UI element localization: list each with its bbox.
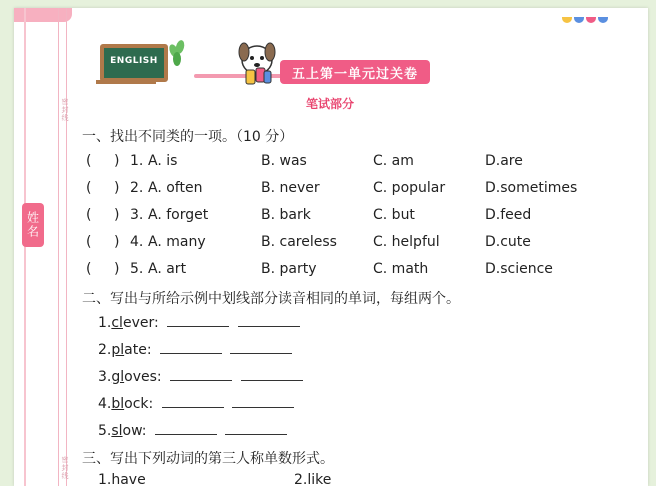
strip-line xyxy=(66,8,67,486)
question-number: 3. xyxy=(130,207,144,223)
section-heading: 一、找出不同类的一项。（10 分） xyxy=(82,129,294,145)
answer-blank[interactable] xyxy=(232,396,294,408)
question-number: 2. xyxy=(130,180,144,196)
option-b: B. party xyxy=(261,261,317,277)
answer-blank[interactable] xyxy=(225,423,287,435)
answer-blank[interactable] xyxy=(170,369,232,381)
seal-line-label: 密封线 xyxy=(61,456,69,480)
answer-bracket-close: ) xyxy=(114,234,120,250)
option-c: C. popular xyxy=(373,180,446,196)
option-a: A. art xyxy=(148,261,187,277)
chalkboard-icon xyxy=(100,44,168,82)
question-number: 5. xyxy=(130,261,144,277)
item-number: 2. xyxy=(98,342,112,358)
section-subtitle: 笔试部分 xyxy=(306,97,355,111)
answer-blank[interactable] xyxy=(160,342,222,354)
plant-icon xyxy=(170,40,184,66)
answer-bracket-close: ) xyxy=(114,153,120,169)
item-number: 5. xyxy=(98,423,112,439)
answer-blank[interactable] xyxy=(230,342,292,354)
corner-decoration-icon xyxy=(562,8,612,18)
page-header xyxy=(82,22,642,102)
strip-line xyxy=(24,8,26,486)
question-number: 1. xyxy=(130,153,144,169)
worksheet-title: 五上第一单元过关卷 xyxy=(280,60,430,84)
option-b: B. was xyxy=(261,153,307,169)
underlined-letters: gl xyxy=(111,369,125,385)
item-number: 1. xyxy=(98,315,112,331)
option-a: A. often xyxy=(148,180,203,196)
option-a: A. many xyxy=(148,234,206,250)
strip-line xyxy=(58,8,59,486)
phonics-item xyxy=(98,423,287,439)
item-word-rest: ow: xyxy=(122,423,147,439)
item-word-rest: ate: xyxy=(124,342,152,358)
verb-item: 1.have xyxy=(98,472,146,486)
option-d: D.cute xyxy=(485,234,531,250)
verb-item: 2.like xyxy=(294,472,332,486)
item-number: 4. xyxy=(98,396,112,412)
underlined-letters: cl xyxy=(111,315,123,331)
chalkboard-text: ENGLISH xyxy=(110,56,158,66)
binding-strip xyxy=(14,8,72,486)
option-c: C. helpful xyxy=(373,234,440,250)
worksheet-page xyxy=(14,8,648,486)
option-b: B. bark xyxy=(261,207,311,223)
phonics-item xyxy=(98,369,303,385)
underlined-letters: pl xyxy=(111,342,125,358)
phonics-item xyxy=(98,315,300,331)
option-a: A. forget xyxy=(148,207,209,223)
answer-bracket-open: ( xyxy=(86,180,92,196)
answer-bracket-close: ) xyxy=(114,180,120,196)
answer-bracket-open: ( xyxy=(86,153,92,169)
answer-bracket-open: ( xyxy=(86,234,92,250)
item-word-rest: oves: xyxy=(124,369,162,385)
dog-mascot-icon xyxy=(234,38,280,86)
underlined-letters: bl xyxy=(111,396,125,412)
option-b: B. careless xyxy=(261,234,337,250)
section-heading: 二、写出与所给示例中划线部分读音相同的单词，每组两个。 xyxy=(82,291,460,307)
question-number: 4. xyxy=(130,234,144,250)
option-d: D.are xyxy=(485,153,523,169)
phonics-item xyxy=(98,342,292,358)
answer-bracket-open: ( xyxy=(86,261,92,277)
option-c: C. math xyxy=(373,261,429,277)
answer-blank[interactable] xyxy=(241,369,303,381)
option-a: A. is xyxy=(148,153,178,169)
answer-blank[interactable] xyxy=(238,315,300,327)
option-c: C. but xyxy=(373,207,415,223)
item-number: 3. xyxy=(98,369,112,385)
option-c: C. am xyxy=(373,153,414,169)
phonics-item xyxy=(98,396,294,412)
answer-bracket-close: ) xyxy=(114,261,120,277)
item-word-rest: ock: xyxy=(124,396,154,412)
answer-blank[interactable] xyxy=(155,423,217,435)
option-d: D.science xyxy=(485,261,553,277)
underlined-letters: sl xyxy=(111,423,123,439)
answer-blank[interactable] xyxy=(162,396,224,408)
answer-bracket-open: ( xyxy=(86,207,92,223)
option-b: B. never xyxy=(261,180,320,196)
seal-line-label: 密封线 xyxy=(61,98,69,122)
books-icon xyxy=(96,80,156,84)
option-d: D.sometimes xyxy=(485,180,578,196)
option-d: D.feed xyxy=(485,207,532,223)
strip-top-tab xyxy=(14,8,72,22)
section-heading: 三、写出下列动词的第三人称单数形式。 xyxy=(82,451,334,467)
item-word-rest: ever: xyxy=(122,315,159,331)
name-label: 姓名 xyxy=(22,203,44,247)
answer-blank[interactable] xyxy=(167,315,229,327)
answer-bracket-close: ) xyxy=(114,207,120,223)
